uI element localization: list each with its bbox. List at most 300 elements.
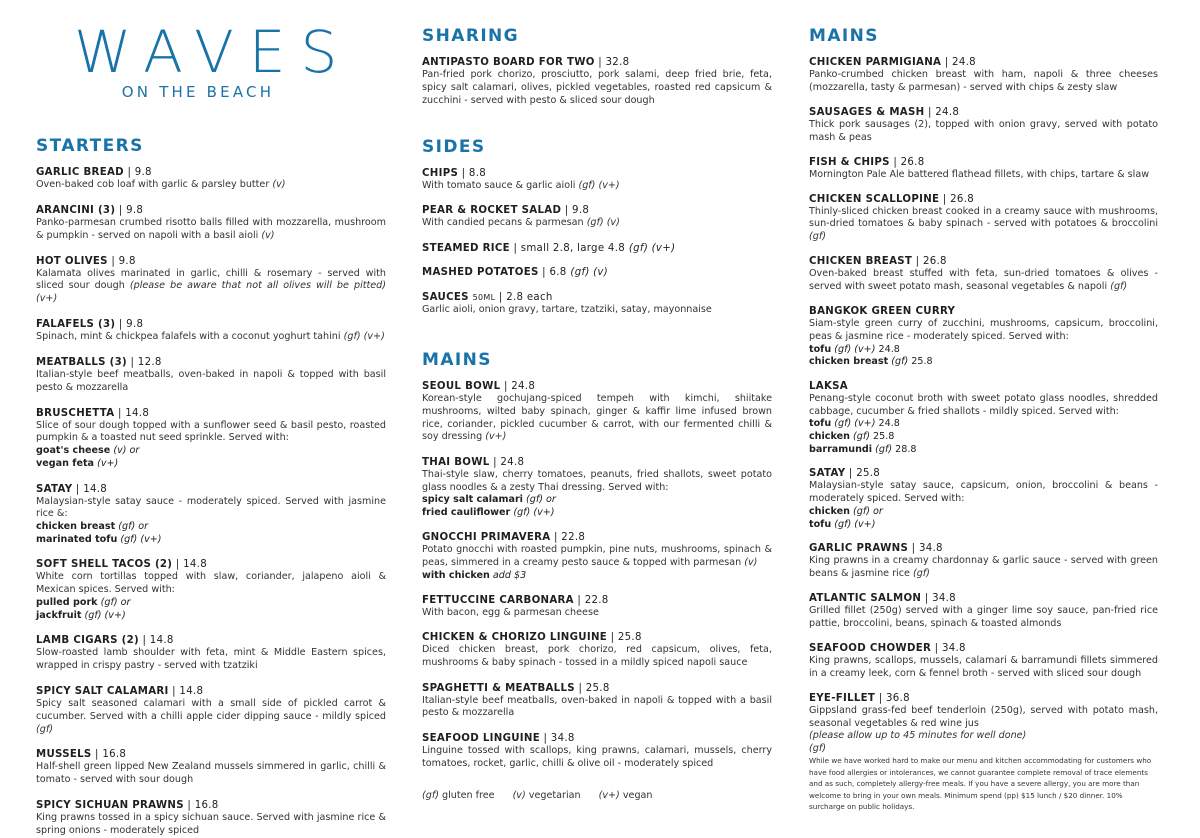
item-price: 9.8: [126, 204, 144, 216]
item-note: (please allow up to 45 minutes for well done): [809, 730, 1027, 742]
item-name-line: [809, 380, 1158, 393]
price-separator: |: [115, 319, 127, 331]
dietary-tag: (gf): [36, 723, 53, 735]
item-description: [809, 393, 1158, 419]
price-separator: |: [574, 682, 586, 694]
item-price: 14.8: [179, 685, 204, 697]
item-name-line: [36, 483, 386, 496]
item-price: 24.8: [935, 106, 960, 118]
price-separator: |: [91, 749, 103, 761]
item-name-line: [422, 291, 772, 304]
item-name: HOT OLIVES: [36, 255, 108, 267]
item-name-line: [809, 542, 1158, 555]
menu-item: [36, 748, 386, 787]
item-description-text: With bacon, egg & parmesan cheese: [422, 606, 599, 618]
item-name: BRUSCHETTA: [36, 407, 115, 419]
menu-item: [422, 56, 772, 107]
price-separator: |: [939, 193, 951, 205]
item-name: SEAFOOD CHOWDER: [809, 642, 932, 654]
item-name-line: [809, 56, 1158, 69]
price-separator: |: [172, 559, 184, 571]
serving-option: [36, 521, 386, 534]
price-separator: |: [912, 256, 923, 268]
item-description-text: Italian-style beef meatballs, oven-baked in napoli & topped with a basil pesto & mozzarella: [422, 694, 772, 719]
item-description: [422, 469, 772, 495]
item-name-line: [36, 204, 386, 217]
dietary-tag: (gf) (v+): [834, 418, 876, 430]
price-separator: |: [550, 532, 562, 544]
menu-item: [422, 732, 772, 771]
item-description: [36, 331, 386, 344]
item-name: CHICKEN & CHORIZO LINGUINE: [422, 632, 608, 644]
allergy-disclaimer: While we have worked hard to make our menu and kitchen accommodating for customers who have food allergies or intolerances, we cannot guarantee complete removal of trace elements and as such, completely allergy-free meals. If you have a severe allergy, you are more than welcome to bring in your own meals. Minimum spend (pp) $15 lunch / $20 dinner. 10% surcharge on public holidays.: [809, 756, 1152, 812]
item-price: 14.8: [149, 635, 174, 647]
serving-option: [809, 418, 1158, 431]
item-name: GNOCCHI PRIMAVERA: [422, 532, 551, 544]
item-price: 25.8: [585, 682, 610, 694]
item-price: 12.8: [137, 356, 162, 368]
dietary-tag: (gf): [912, 568, 930, 580]
item-price: 22.8: [561, 532, 586, 544]
item-price: 6.8: [549, 267, 567, 279]
item-price: 36.8: [885, 692, 910, 704]
item-price: 22.8: [584, 594, 609, 606]
item-name: LAMB CIGARS (2): [36, 635, 139, 647]
item-description-text: Oven-baked cob loaf with garlic & parsley butter: [36, 179, 270, 190]
item-name: MEATBALLS (3): [36, 356, 127, 368]
item-description: [36, 571, 386, 597]
item-description-text: Gippsland grass-fed beef tenderloin (250g), served with potato mash, seasonal vegetables & red wine jus: [809, 704, 1158, 729]
item-price: 32.8: [605, 57, 630, 68]
item-description: [809, 318, 1158, 344]
item-name-line: [36, 356, 386, 369]
legend-code: (v+): [598, 790, 620, 801]
item-description: [422, 695, 772, 721]
menu-item: [422, 380, 772, 444]
serving-option: [422, 570, 772, 583]
dietary-tag: add $3: [492, 569, 527, 581]
item-name-line: [422, 682, 772, 695]
item-name: SPICY SALT CALAMARI: [36, 685, 169, 697]
item-name-line: [422, 167, 772, 180]
item-name-line: [422, 594, 772, 607]
option-price: 28.8: [895, 443, 917, 455]
dietary-tag: (v+): [97, 457, 119, 469]
dietary-tag: (v) or: [113, 445, 140, 457]
price-separator: |: [924, 106, 936, 118]
menu-item: [422, 291, 772, 317]
item-name: BANGKOK GREEN CURRY: [809, 305, 956, 317]
dietary-tag: (gf): [875, 443, 893, 455]
item-description-text: Thinly-sliced chicken breast cooked in a creamy sauce with mushrooms, sun-dried tomatoes & baby spinach - served with potatoes & broccolini: [809, 205, 1158, 230]
option-label: chicken breast: [809, 356, 889, 368]
item-price: 14.8: [83, 483, 108, 495]
item-price: 24.8: [511, 381, 536, 392]
menu-item: [422, 204, 772, 230]
menu-item: [809, 106, 1158, 145]
option-label: chicken: [809, 431, 850, 443]
price-separator: |: [509, 242, 521, 254]
dietary-tag: (gf) (v+): [513, 506, 555, 518]
option-price: 24.8: [878, 343, 900, 355]
item-name: FALAFELS (3): [36, 319, 116, 331]
item-price: 34.8: [941, 642, 966, 654]
item-description: [809, 705, 1158, 756]
item-name-line: [422, 204, 772, 217]
price-separator: |: [168, 685, 180, 697]
item-description-text: Grilled fillet (250g) served with a ginger lime soy sauce, pan-fried rice pattie, broccolini, beans, spinach & toasted almonds: [809, 605, 1158, 629]
item-description: [422, 544, 772, 570]
item-description: [36, 179, 386, 192]
dietary-tag: (v): [272, 179, 286, 190]
menu-item: [422, 682, 772, 721]
item-description: [809, 206, 1158, 244]
menu-item: [422, 531, 772, 582]
item-description: [809, 169, 1158, 182]
item-name-line: [36, 685, 386, 698]
item-name: CHICKEN BREAST: [809, 256, 913, 268]
item-description: [36, 420, 386, 446]
item-note: (please be aware that not all olives will be pitted): [129, 280, 386, 292]
menu-item: [809, 193, 1158, 244]
item-name-line: [36, 634, 386, 647]
option-label: jackfruit: [36, 609, 82, 621]
menu-item: [809, 156, 1158, 182]
menu-item: [422, 167, 772, 193]
legend-entry: [513, 790, 590, 801]
item-name: SAUSAGES & MASH: [809, 106, 925, 118]
serving-option: [809, 356, 1158, 369]
legend-label: vegan: [622, 790, 653, 801]
logo: [62, 18, 353, 101]
price-separator: |: [114, 407, 126, 419]
item-description: [36, 369, 386, 395]
item-price: 9.8: [572, 205, 590, 217]
item-description: [422, 644, 772, 670]
legend-entry: [422, 790, 504, 801]
item-price: 34.8: [932, 593, 956, 605]
dietary-tag: (gf) (v+): [343, 331, 385, 343]
price-separator: |: [875, 692, 886, 704]
price-separator: |: [123, 167, 135, 178]
price-separator: |: [495, 291, 507, 303]
item-description-text: Italian-style beef meatballs, oven-baked in napoli & topped with basil pesto & mozzarella: [36, 368, 386, 393]
legend-entry: [599, 790, 662, 801]
item-description-text: Diced chicken breast, pork chorizo, red capsicum, olives, feta, mushrooms & baby spinach - tossed in a mildly spiced napoli sauce: [422, 644, 772, 669]
item-description: [809, 268, 1158, 294]
item-description-text: Slow-roasted lamb shoulder with feta, mint & Middle Eastern spices, wrapped in crispy pastry - served with tzatziki: [36, 647, 386, 672]
item-name: MUSSELS: [36, 749, 92, 761]
item-name-line: [36, 166, 386, 179]
item-description: [809, 480, 1158, 506]
item-name-line: [36, 407, 386, 420]
serving-option: [809, 431, 1158, 444]
price-separator: |: [573, 594, 585, 606]
item-description-text: Potato gnocchi with roasted pumpkin, pine nuts, mushrooms, spinach & peas, simmered in a creamy pesto sauce & topped with parmesan: [422, 544, 772, 568]
item-price: 25.8: [856, 468, 881, 480]
item-name: SAUCES: [422, 291, 469, 303]
item-description-text: Spinach, mint & chickpea falafels with a coconut yoghurt tahini: [36, 331, 341, 343]
menu-item: [809, 56, 1158, 95]
item-description: [422, 180, 772, 193]
item-name: EYE-FILLET: [809, 692, 876, 704]
item-description-text: Spicy salt seasoned calamari with a small side of pickled carrot & cucumber. Served with a chilli apple cider dipping sauce - mildly spiced: [36, 697, 386, 722]
price-separator: |: [607, 632, 618, 644]
item-description: [422, 304, 772, 317]
item-price: 2.8 each: [506, 291, 553, 303]
item-name: GARLIC PRAWNS: [809, 543, 909, 555]
menu-item: [809, 380, 1158, 456]
item-price: 9.8: [126, 319, 144, 331]
item-name: FISH & CHIPS: [809, 156, 890, 168]
option-label: chicken breast: [36, 521, 116, 533]
option-label: vegan feta: [36, 457, 95, 469]
item-price: small 2.8, large 4.8: [520, 242, 626, 254]
menu-item: [36, 166, 386, 192]
item-price: 24.8: [952, 57, 976, 68]
item-name: STEAMED RICE: [422, 242, 510, 254]
item-description-text: Malaysian-style satay sauce, capsicum, onion, broccolini & beans - moderately spiced. Served with:: [809, 480, 1158, 505]
starters-section: [36, 135, 386, 838]
menu-item: [809, 467, 1158, 531]
serving-option: [36, 534, 386, 547]
item-price: 34.8: [918, 543, 943, 555]
item-price: 16.8: [194, 800, 219, 812]
item-description-text: Siam-style green curry of zucchini, mushrooms, capsicum, broccolini, peas & jasmine rice - moderately spiced. Served with:: [809, 317, 1158, 342]
item-name-line: [809, 255, 1158, 268]
item-description: [36, 647, 386, 673]
item-name: SATAY: [809, 468, 846, 480]
item-name: SATAY: [36, 483, 73, 495]
item-description: [422, 69, 772, 107]
menu-item: [422, 631, 772, 670]
item-description: [36, 496, 386, 522]
item-name: SEOUL BOWL: [422, 381, 501, 392]
option-label: fried cauliflower: [422, 506, 511, 518]
price-separator: |: [72, 483, 84, 495]
item-description-text: Panko-parmesan crumbed risotto balls filled with mozzarella, mushroom & pumpkin - served on napoli with a basil aioli: [36, 216, 386, 241]
item-name: ARANCINI (3): [36, 204, 116, 216]
item-name: ATLANTIC SALMON: [809, 593, 922, 605]
item-description-text: Slice of sour dough topped with a sunflower seed & basil pesto, roasted pumpkin & a toasted nut seed sprinkle. Served with:: [36, 419, 386, 444]
item-description-text: Pan-fried pork chorizo, prosciutto, pork salami, deep fried brie, feta, spicy salt calamari, olives, pickled vegetables, roasted red capsicum & zucchini - served with pesto & sliced sour dough: [422, 69, 772, 106]
item-name-line: [809, 467, 1158, 480]
item-name-line: [809, 106, 1158, 119]
item-name-line: [422, 380, 772, 393]
menu-item: [36, 558, 386, 622]
menu-item: [422, 266, 772, 279]
item-description: [809, 655, 1158, 681]
serving-option: [809, 444, 1158, 457]
item-description-text: Mornington Pale Ale battered flathead fillets, with chips, tartare & slaw: [809, 168, 1150, 180]
item-name-line: [422, 732, 772, 745]
option-price: 24.8: [878, 418, 900, 430]
item-description-text: Half-shell green lipped New Zealand mussels simmered in garlic, chilli & tomato - served with sour dough: [36, 761, 386, 786]
item-name: PEAR & ROCKET SALAD: [422, 205, 562, 217]
price-separator: |: [126, 356, 138, 368]
option-price: 25.8: [911, 356, 933, 368]
item-name-line: [422, 56, 772, 69]
menu-item: [422, 456, 772, 520]
menu-item: [36, 204, 386, 243]
item-name-line: [422, 531, 772, 544]
item-description: [809, 555, 1158, 581]
dietary-tag: (gf) or: [100, 596, 131, 608]
dietary-tag: (v): [261, 229, 275, 241]
price-separator: |: [594, 57, 606, 68]
dietary-tag: (gf) (v): [586, 217, 620, 229]
price-separator: |: [941, 57, 953, 68]
dietary-tag: (gf) (v+): [120, 533, 162, 545]
item-description-text: Thick pork sausages (2), topped with onion gravy, served with potato mash & peas: [809, 118, 1158, 143]
item-name-line: [809, 193, 1158, 206]
item-name: CHICKEN SCALLOPINE: [809, 193, 940, 205]
price-separator: |: [138, 635, 150, 647]
mains-section-right: [809, 25, 1158, 756]
item-description-text: Linguine tossed with scallops, king prawns, calamari, mussels, cherry tomatoes, rocket, garlic, chilli & olive oil - moderately spiced: [422, 744, 772, 769]
menu-item: [809, 305, 1158, 369]
item-name-line: [809, 642, 1158, 655]
item-description-text: Malaysian-style satay sauce - moderately spiced. Served with jasmine rice &:: [36, 495, 386, 520]
menu-item: [36, 407, 386, 471]
price-separator: |: [908, 543, 919, 555]
item-description: [422, 217, 772, 230]
section-heading: SHARING: [422, 26, 520, 46]
section-heading: SIDES: [422, 137, 486, 157]
item-description: [36, 698, 386, 736]
item-description-text: Oven-baked breast stuffed with feta, sun-dried tomatoes & olives - served with sweet potato mash, seasonal vegetables & napoli: [809, 268, 1158, 292]
item-name-line: [36, 558, 386, 571]
item-name: ANTIPASTO BOARD FOR TWO: [422, 57, 595, 68]
dietary-tag: (gf) or: [526, 494, 556, 506]
menu-item: [36, 255, 386, 306]
dietary-tag: (gf) (v+): [84, 609, 126, 621]
item-price: 9.8: [134, 167, 152, 178]
item-description: [809, 119, 1158, 145]
dietary-tag: (v+): [485, 431, 507, 443]
option-label: pulled pork: [36, 596, 98, 608]
item-name-line: [809, 692, 1158, 705]
serving-option: [36, 597, 386, 610]
item-name: SEAFOOD LINGUINE: [422, 732, 540, 744]
item-name-line: [809, 592, 1158, 605]
item-name: SPAGHETTI & MEATBALLS: [422, 682, 575, 694]
item-name: MASHED POTATOES: [422, 267, 539, 279]
section-heading: STARTERS: [36, 136, 144, 156]
item-description: [36, 268, 386, 306]
serving-option: [36, 610, 386, 623]
item-name: CHICKEN PARMIGIANA: [809, 57, 942, 68]
option-label: with chicken: [422, 569, 490, 581]
item-name-line: [422, 631, 772, 644]
menu-item: [36, 483, 386, 547]
item-description: [36, 217, 386, 243]
menu-item: [422, 594, 772, 620]
item-name-line: [36, 748, 386, 761]
item-description: [422, 745, 772, 771]
price-separator: |: [889, 156, 901, 168]
serving-option: [809, 506, 1158, 519]
item-description: [809, 605, 1158, 631]
option-label: marinated tofu: [36, 533, 118, 545]
menu-item: [809, 692, 1158, 756]
price-separator: |: [538, 267, 550, 279]
dietary-tag: (gf): [853, 431, 870, 443]
menu-item: [36, 634, 386, 673]
item-name-line: [36, 255, 386, 268]
mains-section-middle: [422, 349, 772, 770]
price-separator: |: [458, 168, 469, 179]
option-price: 25.8: [873, 431, 895, 443]
menu-item: [809, 592, 1158, 631]
item-price: 26.8: [950, 193, 975, 205]
menu-item: [36, 356, 386, 395]
logo-subtitle: ON THE BEACH: [121, 83, 275, 101]
price-separator: |: [183, 800, 195, 812]
item-name-line: [422, 266, 772, 279]
item-price: 14.8: [125, 407, 150, 419]
option-label: barramundi: [809, 443, 873, 455]
item-description-text: With tomato sauce & garlic aioli: [422, 180, 576, 191]
dietary-tag: (gf) or: [853, 506, 883, 518]
price-separator: |: [489, 456, 501, 468]
sharing-section: [422, 25, 772, 107]
option-label: tofu: [809, 343, 832, 355]
item-name-line: [809, 305, 1158, 318]
item-description-text: Korean-style gochujang-spiced tempeh with kimchi, shiitake mushrooms, wilted baby spinach, ginger & kaffir lime infused brown rice, coriander, pickled cucumber & carrot, with our fermented chilli & soy dressing: [422, 393, 772, 443]
dietary-tag: (gf): [809, 743, 826, 755]
option-label: tofu: [809, 418, 832, 430]
menu-item: [36, 685, 386, 736]
item-price: 25.8: [617, 632, 642, 644]
item-description: [422, 393, 772, 444]
price-separator: |: [539, 732, 551, 744]
legend-label: vegetarian: [528, 790, 581, 801]
serving-option: [422, 494, 772, 507]
item-price: 26.8: [922, 256, 947, 268]
dietary-legend: [422, 790, 671, 801]
legend-code: (v): [512, 790, 526, 801]
section-heading: MAINS: [809, 26, 879, 46]
item-description-text: Panko-crumbed chicken breast with ham, napoli & three cheeses (mozzarella, tasty & parmesan) - served with chips & zesty slaw: [809, 69, 1158, 93]
menu-item: [809, 642, 1158, 681]
item-name-line: [36, 799, 386, 812]
option-label: goat's cheese: [36, 445, 111, 457]
item-description-text: With candied pecans & parmesan: [422, 217, 584, 229]
option-label: tofu: [809, 518, 832, 530]
menu-item: [422, 242, 772, 255]
serving-option: [36, 445, 386, 458]
item-description: [809, 69, 1158, 95]
serving-option: [809, 519, 1158, 532]
price-separator: |: [845, 468, 857, 480]
item-price: 24.8: [500, 456, 525, 468]
item-description-text: White corn tortillas topped with slaw, coriander, jalapeno aioli & Mexican spices. Served with:: [36, 571, 386, 596]
item-price: 16.8: [102, 749, 127, 761]
legend-label: gluten free: [442, 790, 495, 801]
dietary-tag: (gf) (v+): [628, 242, 676, 254]
item-description-text: King prawns in a creamy chardonnay & garlic sauce - served with green beans & jasmine rice: [809, 555, 1158, 580]
dietary-tag: (v): [744, 556, 758, 568]
item-description: [36, 812, 386, 838]
dietary-tag: (v+): [36, 293, 58, 305]
item-name-line: [422, 242, 772, 255]
item-price: 26.8: [900, 156, 925, 168]
menu-item: [36, 318, 386, 344]
item-name-line: [422, 456, 772, 469]
item-description-text: King prawns, scallops, mussels, calamari & barramundi fillets simmered in a creamy leek, corn & fennel broth - served with sliced sour dough: [809, 654, 1158, 679]
menu-item: [809, 255, 1158, 294]
